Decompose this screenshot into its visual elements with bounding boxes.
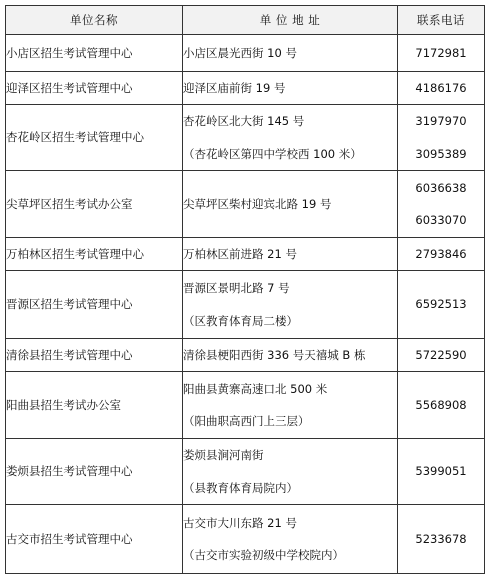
table-row (6, 271, 485, 339)
address-cell (183, 339, 398, 372)
phone-cell (398, 171, 485, 238)
address-cell (183, 372, 398, 439)
phone-number: 7172981 (415, 45, 467, 60)
address-cell (183, 271, 398, 339)
phone-number: 5399051 (415, 464, 467, 479)
address-line: 杏花岭区北大街 145 号 (183, 114, 305, 129)
address-line: 迎泽区庙前街 19 号 (183, 80, 286, 95)
phone-cell (398, 271, 485, 339)
table-row (6, 439, 485, 505)
address-line: 晋源区景明北路 7 号 (183, 281, 290, 296)
phone-number: 3197970 (415, 114, 467, 129)
phone-cell (398, 238, 485, 271)
phone-number: 6036638 (415, 180, 467, 195)
address-cell (183, 171, 398, 238)
table-row (6, 372, 485, 439)
table-row (6, 35, 485, 72)
unit-name-cell: 古交市招生考试管理中心 (6, 505, 183, 574)
unit-name-cell: 阳曲县招生考试办公室 (6, 372, 183, 439)
phone-number: 2793846 (415, 246, 467, 261)
table-row (6, 339, 485, 372)
unit-name-cell: 清徐县招生考试管理中心 (6, 339, 183, 372)
header-row (6, 6, 485, 35)
phone-number: 5722590 (415, 347, 467, 362)
address-line: 古交市大川东路 21 号 (183, 515, 297, 530)
phone-cell (398, 372, 485, 439)
phone-number: 3095389 (415, 146, 467, 161)
header-address: 单 位 地 址 (183, 6, 398, 35)
phone-number: 6033070 (415, 213, 467, 227)
address-cell (183, 105, 398, 171)
unit-name-cell: 晋源区招生考试管理中心 (6, 271, 183, 339)
phone-cell (398, 339, 485, 372)
address-note: （杏花岭区第四中学校西 100 米） (183, 146, 362, 161)
address-cell (183, 439, 398, 505)
phone-cell (398, 105, 485, 171)
address-line: 娄烦县涧河南街 (183, 448, 264, 463)
address-note: （古交市实验初级中学校院内） (183, 548, 344, 562)
unit-name-cell: 娄烦县招生考试管理中心 (6, 439, 183, 505)
unit-name-cell: 尖草坪区招生考试办公室 (6, 171, 183, 238)
address-cell (183, 35, 398, 72)
phone-number: 4186176 (415, 80, 467, 95)
address-line: 清徐县梗阳西街 336 号天禧城 B 栋 (183, 347, 366, 362)
address-note: （县教育体育局院内） (183, 480, 298, 495)
phone-number: 5568908 (415, 397, 467, 412)
unit-name-cell: 小店区招生考试管理中心 (6, 35, 183, 72)
address-cell (183, 505, 398, 574)
phone-cell (398, 72, 485, 105)
table-row (6, 171, 485, 238)
unit-name-cell: 迎泽区招生考试管理中心 (6, 72, 183, 105)
address-line: 小店区晨光西街 10 号 (183, 45, 297, 60)
header-unit-name: 单位名称 (6, 6, 183, 35)
table-row (6, 238, 485, 271)
address-line: 万柏林区前进路 21 号 (183, 246, 297, 261)
phone-cell (398, 505, 485, 574)
address-cell (183, 72, 398, 105)
contact-table (5, 5, 485, 574)
header-phone: 联系电话 (398, 6, 485, 35)
address-line: 尖草坪区柴村迎宾北路 19 号 (183, 196, 332, 211)
address-cell (183, 238, 398, 271)
address-line: 阳曲县黄寨高速口北 500 米 (183, 381, 328, 396)
phone-number: 6592513 (415, 297, 467, 312)
phone-number: 5233678 (415, 531, 467, 546)
unit-name-cell: 万柏林区招生考试管理中心 (6, 238, 183, 271)
table-row (6, 72, 485, 105)
phone-cell (398, 439, 485, 505)
phone-cell (398, 35, 485, 72)
unit-name-cell: 杏花岭区招生考试管理中心 (6, 105, 183, 171)
table-row (6, 505, 485, 574)
address-note: （区教育体育局二楼） (183, 313, 298, 328)
address-note: （阳曲职高西门上三层） (183, 414, 310, 428)
table-row (6, 105, 485, 171)
